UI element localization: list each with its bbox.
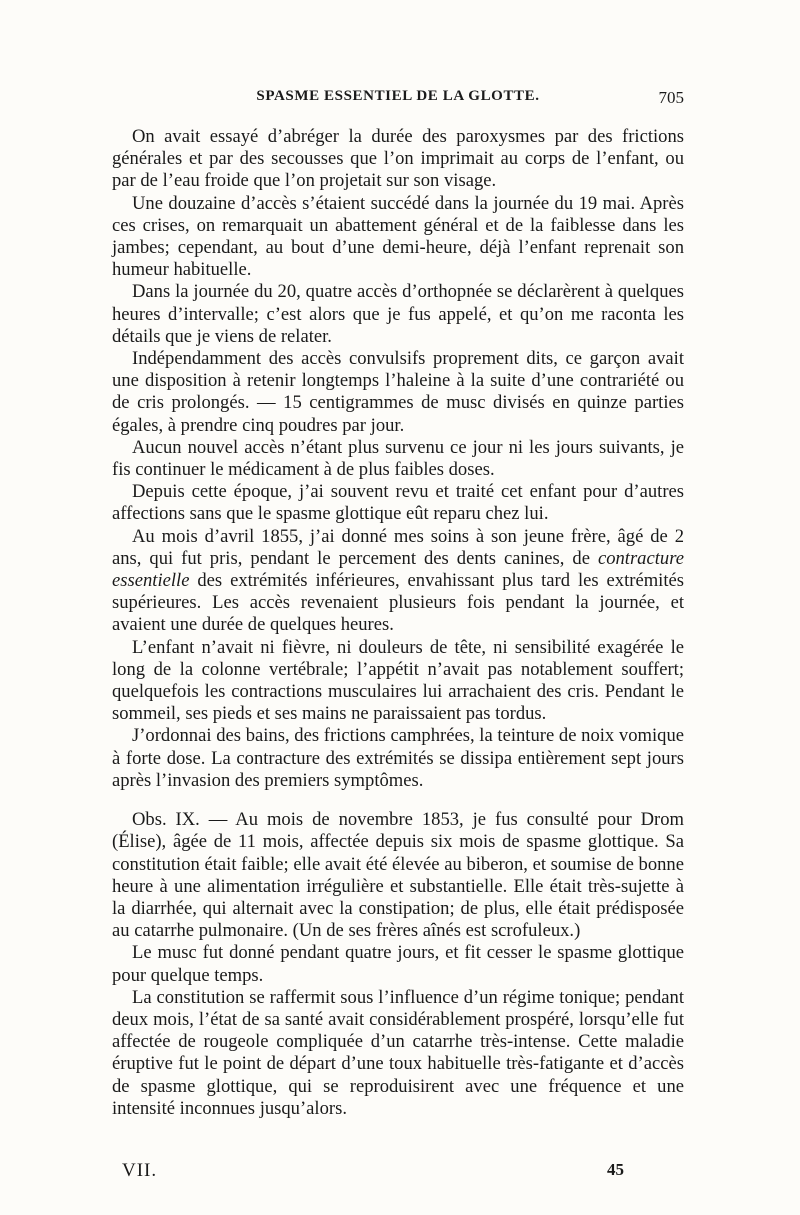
page-footer (112, 1160, 684, 1184)
paragraph-avril (112, 526, 684, 637)
paragraph-text: des extrémités inférieures, envahissant plus tard les extrémités supérieures. Les accès revenaient plusieurs fois pendant la journée, et avaient une durée de quelques heures. (112, 570, 684, 636)
paragraph: Dans la journée du 20, quatre accès d’orthopnée se déclarèrent à quelques heures d’intervalle; c’est alors que je fus appelé, et qu’on me raconta les détails que je viens de relater. (112, 281, 684, 347)
page-number: 705 (658, 88, 684, 107)
observation-text: — Au mois de novembre 1853, je fus consulté pour Drom (Élise), âgée de 11 mois, affectée depuis six mois de spasme glottique. Sa constitution était faible; elle avait été élevée au biberon, et soumise de bonne heure à une alimentation irrégulière et substantielle. Elle était très-sujette à la diarrhée, qui alternait avec la constipation; de plus, elle était prédisposée au catarrhe pulmonaire. (Un de ses frères aînés est scrofuleux.) (112, 809, 684, 942)
page-body (112, 126, 684, 1120)
paragraph: On avait essayé d’abréger la durée des paroxysmes par des frictions générales et par des secousses que l’on imprimait au corps de l’enfant, ou par de l’eau froide que l’on projetait sur son visage. (112, 126, 684, 192)
italic-term: contracture essentielle (112, 547, 684, 592)
observation-paragraph (112, 809, 684, 942)
paragraph: Indépendamment des accès convulsifs proprement dits, ce garçon avait une disposition à retenir longtemps l’haleine à la suite d’une contrariété ou de cris prolongés. — 15 centigrammes de musc divisés en quinze parties égales, à prendre cinq poudres par jour. (112, 348, 684, 436)
paragraph: Le musc fut donné pendant quatre jours, et fit cesser le spasme glottique pour quelque temps. (112, 942, 684, 986)
paragraph: Une douzaine d’accès s’étaient succédé dans la journée du 19 mai. Après ces crises, on remarquait un abattement général et de la faiblesse dans les jambes; cependant, au bout d’une demi-heure, déjà l’enfant reprenait son humeur habituelle. (112, 192, 684, 281)
running-title: SPASME ESSENTIEL DE LA GLOTTE. (256, 88, 540, 104)
page-header (112, 88, 684, 116)
paragraph: Depuis cette époque, j’ai souvent revu et traité cet enfant pour d’autres affections sans que le spasme glottique eût reparu chez lui. (112, 481, 684, 525)
paragraph: La constitution se raffermit sous l’influence d’un régime tonique; pendant deux mois, l’état de sa santé avait considérablement prospéré, lorsqu’elle fut affectée de rougeole compliquée d’un catarrhe très-intense. Cette maladie éruptive fut le point de départ d’une toux habituelle très-fatigante et d’accès de spasme glottique, qui se reproduisirent avec une fréquence et une intensité inconnues jusqu’alors. (112, 986, 684, 1119)
signature-volume: VII. (122, 1160, 158, 1181)
observation-label: Obs. IX. (132, 809, 200, 831)
paragraph-text: Au mois d’avril 1855, j’ai donné mes soins à son jeune frère, âgé de 2 ans, qui fut pris, pendant le percement des dents canines, de (112, 525, 684, 569)
paragraph: L’enfant n’avait ni fièvre, ni douleurs de tête, ni sensibilité exagérée le long de la colonne vertébrale; l’appétit n’avait pas notablement souffert; quelquefois les contractions musculaires lui arrachaient des cris. Pendant le sommeil, ses pieds et ses mains ne paraissaient pas tordus. (112, 636, 684, 725)
signature-number: 45 (607, 1160, 624, 1179)
paragraph: J’ordonnai des bains, des frictions camphrées, la teinture de noix vomique à forte dose. La contracture des extrémités se dissipa entièrement sept jours après l’invasion des premiers symptômes. (112, 725, 684, 791)
paragraph: Aucun nouvel accès n’étant plus survenu ce jour ni les jours suivants, je fis continuer le médicament à de plus faibles doses. (112, 436, 684, 481)
